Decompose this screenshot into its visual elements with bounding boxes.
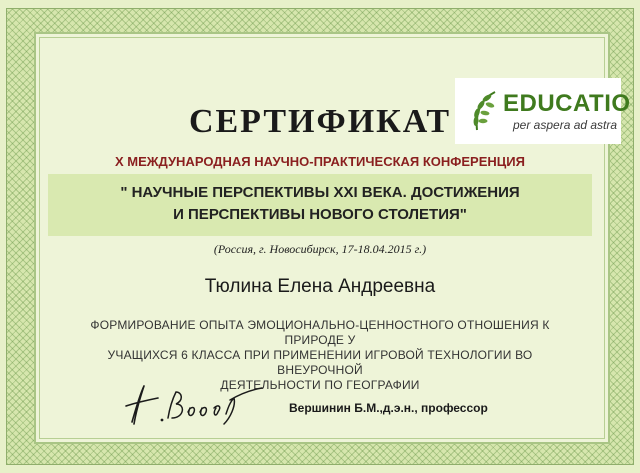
recipient-name: Тюлина Елена Андреевна — [204, 276, 436, 297]
work-line-2: УЧАЩИХСЯ 6 КЛАССА ПРИ ПРИМЕНЕНИИ ИГРОВОЙ ТЕХНОЛОГИИ ВО ВНЕУРОЧНОЙ — [107, 348, 533, 377]
handwritten-signature — [118, 378, 268, 430]
topic-line-2: И ПЕРСПЕКТИВЫ НОВОГО СТОЛЕТИЯ" — [173, 206, 467, 223]
logo-name: EDUCATIO — [503, 90, 631, 117]
work-line-3: ДЕЯТЕЛЬНОСТИ ПО ГЕОГРАФИИ — [220, 378, 420, 392]
certificate-title: СЕРТИФИКАТ — [188, 103, 452, 140]
topic-line-1: " НАУЧНЫЕ ПЕРСПЕКТИВЫ XXI ВЕКА. ДОСТИЖЕНИЯ — [120, 184, 520, 201]
signer-name: Вершинин Б.М.,д.э.н., профессор — [289, 401, 488, 415]
work-line-1: ФОРМИРОВАНИЕ ОПЫТА ЭМОЦИОНАЛЬНО-ЦЕННОСТНОГО ОТНОШЕНИЯ К ПРИРОДЕ У — [90, 318, 550, 347]
logo-tagline: per aspera ad astra — [513, 118, 618, 132]
conference-topic — [0, 182, 640, 226]
conference-name: X МЕЖДУНАРОДНАЯ НАУЧНО-ПРАКТИЧЕСКАЯ КОНФЕРЕНЦИЯ — [115, 154, 525, 169]
place-and-date: (Россия, г. Новосибирск, 17-18.04.2015 г.) — [213, 242, 427, 256]
